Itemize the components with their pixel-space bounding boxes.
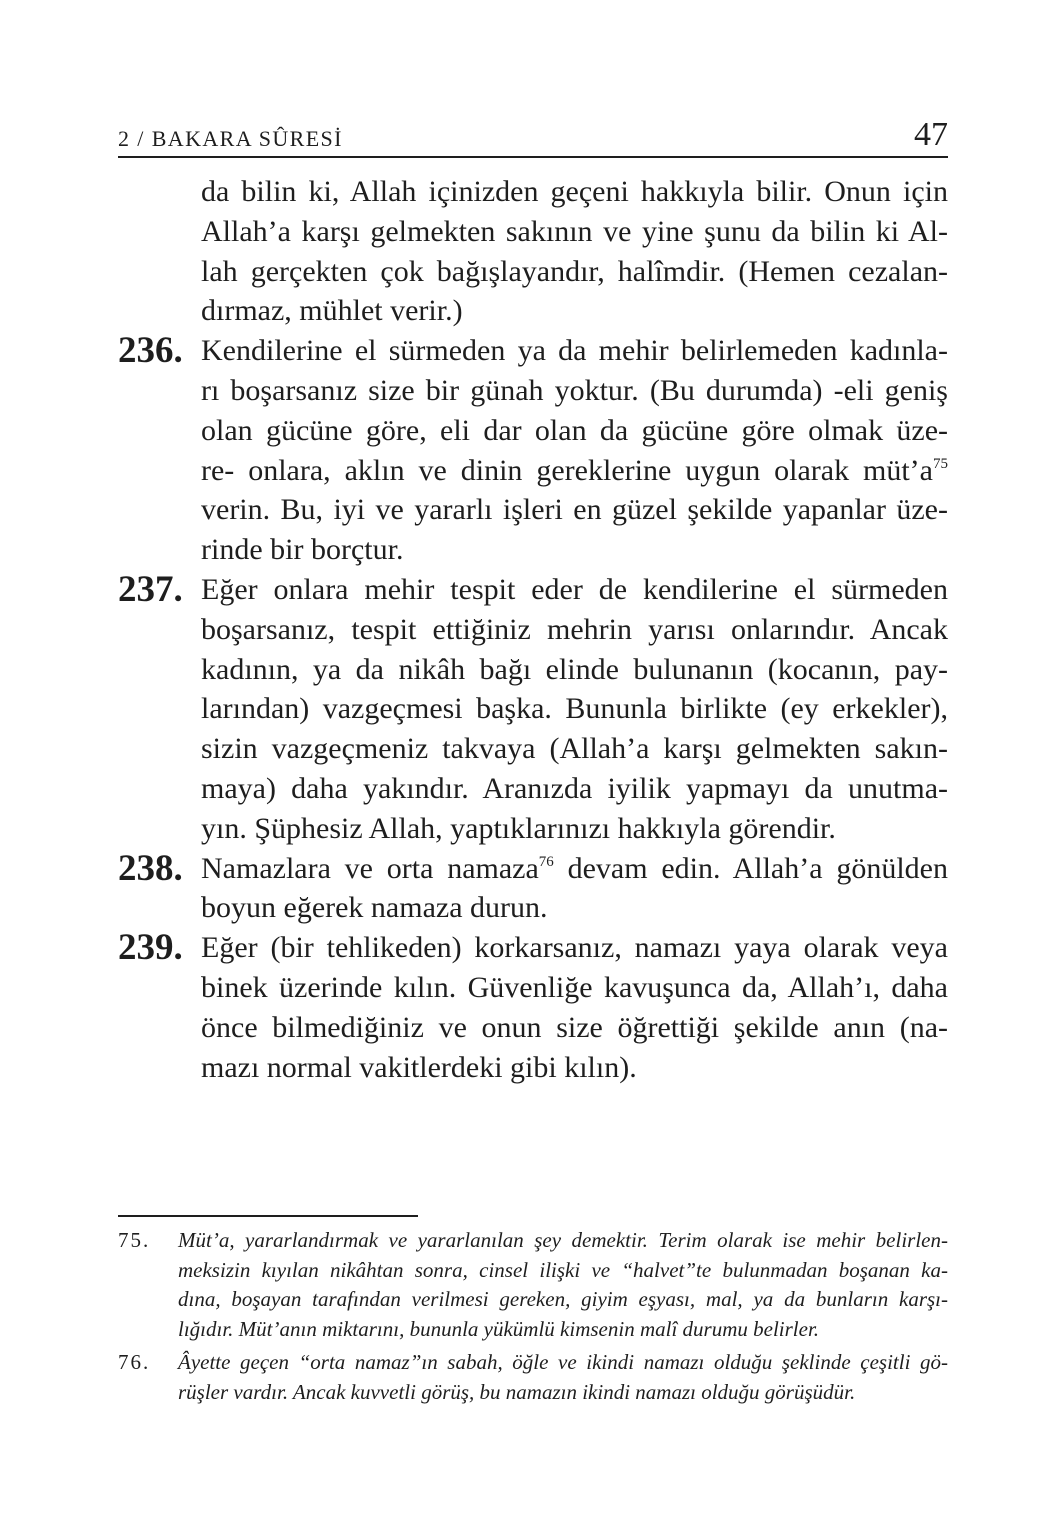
text-line: sizin vazgeçmeniz takvaya (Allah’a karşı gelmekten sakın- — [201, 732, 948, 766]
text-line: boyun eğerek namaza durun. — [201, 891, 548, 925]
footnote-line: Müt’a, yararlandırmak ve yararlanılan şey demektir. Terim olarak ise mehir belirlen- — [178, 1228, 948, 1252]
verse-238 — [118, 849, 948, 929]
text-line: dırmaz, mühlet verir.) — [201, 294, 463, 328]
verse-number: 236. — [118, 330, 183, 372]
footnote-line: meksizin kıyılan nikâhtan sonra, cinsel ilişki ve “halvet”te bulunmadan boşanan ka- — [178, 1257, 948, 1282]
text-line: rinde bir borçtur. — [201, 533, 404, 567]
text-line — [201, 451, 948, 491]
text-line: önce bilmediğiniz ve onun size öğrettiği şekilde anın (na- — [201, 1010, 948, 1044]
text-line: Eğer onlara mehir tespit eder de kendilerine el sürmeden — [201, 572, 948, 606]
footnote-ref-75[interactable]: 75 — [933, 455, 948, 472]
text-line: maya) daha yakındır. Aranızda iyilik yapmayı da unutma- — [201, 771, 948, 805]
text-segment: re- onlara, aklın ve dinin gereklerine uygun olarak müt’a — [201, 453, 933, 487]
header-rule — [118, 156, 948, 158]
text-line: rı boşarsanız size bir günah yoktur. (Bu durumda) -eli geniş — [201, 373, 948, 407]
footnote-number: 76. — [118, 1350, 151, 1374]
footnote-75 — [118, 1226, 948, 1344]
continuation-paragraph — [118, 172, 948, 331]
footnote-rule — [118, 1215, 418, 1217]
footnote-number: 75. — [118, 1228, 151, 1252]
text-line — [201, 849, 948, 889]
text-line: verin. Bu, iyi ve yararlı işleri en güzel şekilde yapanlar üze- — [201, 493, 948, 527]
text-segment: devam edin. Allah’a gönülden — [567, 851, 948, 885]
text-segment: Namazlara ve orta namaza — [201, 851, 539, 885]
footnotes — [118, 1226, 948, 1411]
page-number: 47 — [914, 116, 948, 153]
verse-237 — [118, 570, 948, 849]
text-line: Kendilerine el sürmeden ya da mehir belirlemeden kadınla- — [201, 334, 948, 368]
footnote-ref-76[interactable]: 76 — [538, 853, 554, 870]
footnote-line: lığıdır. Müt’anın miktarını, bununla yükümlü kimsenin malî durumu belirler. — [178, 1316, 820, 1341]
text-line: kadının, ya da nikâh bağı elinde bulunanın (kocanın, pay- — [201, 652, 948, 686]
verse-number: 238. — [118, 847, 183, 889]
text-line: larından) vazgeçmesi başka. Bununla birlikte (ey erkekler), — [201, 692, 948, 726]
text-line: lah gerçekten çok bağışlayandır, halîmdir. (Hemen cezalan- — [201, 254, 948, 288]
text-line: mazı normal vakitlerdeki gibi kılın). — [201, 1050, 637, 1084]
footnote-76 — [118, 1348, 948, 1407]
footnote-line: dına, boşayan tarafından verilmesi gereken, giyim eşyası, mal, ya da bunların karşı- — [178, 1287, 948, 1311]
text-line: olan gücüne göre, eli dar olan da gücüne göre olmak üze- — [201, 413, 948, 447]
text-line: binek üzerinde kılın. Güvenliğe kavuşunca da, Allah’ı, daha — [201, 970, 948, 1004]
verse-number: 239. — [118, 927, 183, 969]
text-line: Allah’a karşı gelmekten sakının ve yine şunu da bilin ki Al- — [201, 214, 948, 248]
verse-number: 237. — [118, 568, 183, 610]
verse-236 — [118, 331, 948, 570]
text-line: boşarsanız, tespit ettiğiniz mehrin yarısı onlarındır. Ancak — [201, 612, 948, 646]
text-line: yın. Şüphesiz Allah, yaptıklarınızı hakkıyla görendir. — [201, 811, 836, 845]
footnote-line: rüşler vardır. Ancak kuvvetli görüş, bu namazın ikindi namazı olduğu görüşüdür. — [178, 1379, 856, 1404]
footnote-line: Âyette geçen “orta namaz”ın sabah, öğle ve ikindi namazı olduğu şeklinde çeşitli gö- — [178, 1350, 948, 1374]
text-line: Eğer (bir tehlikeden) korkarsanız, namazı yaya olarak veya — [201, 931, 948, 965]
page-header — [118, 112, 948, 156]
running-title: 2 / BAKARA SÛRESİ — [118, 126, 343, 151]
text-line: da bilin ki, Allah içinizden geçeni hakkıyla bilir. Onun için — [201, 175, 948, 208]
verse-239 — [118, 928, 948, 1087]
body-text — [118, 172, 948, 1087]
